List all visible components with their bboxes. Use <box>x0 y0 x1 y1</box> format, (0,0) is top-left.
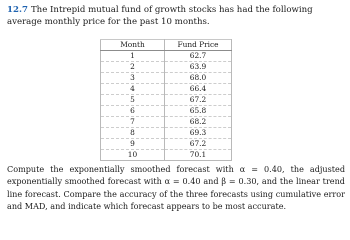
header-fund-price: Fund Price <box>165 40 232 51</box>
table-row <box>101 84 232 95</box>
fund-price-cell: 67.2 <box>165 139 232 150</box>
fund-price-cell: 70.1 <box>165 150 232 161</box>
table-row <box>101 73 232 84</box>
month-cell: 7 <box>101 117 165 128</box>
table-row <box>101 128 232 139</box>
table-header-row <box>101 40 232 51</box>
table-row <box>101 62 232 73</box>
problem-statement <box>7 4 345 28</box>
table-body <box>101 51 232 161</box>
fund-price-cell: 68.2 <box>165 117 232 128</box>
month-cell: 8 <box>101 128 165 139</box>
month-cell: 10 <box>101 150 165 161</box>
month-cell: 9 <box>101 139 165 150</box>
fund-price-cell: 68.0 <box>165 73 232 84</box>
month-cell: 5 <box>101 95 165 106</box>
fund-price-cell: 67.2 <box>165 95 232 106</box>
table-row <box>101 95 232 106</box>
month-cell: 4 <box>101 84 165 95</box>
fund-price-table <box>100 39 232 161</box>
table-row <box>101 51 232 62</box>
fund-price-cell: 66.4 <box>165 84 232 95</box>
table-row <box>101 150 232 161</box>
table-row <box>101 106 232 117</box>
fund-price-cell: 63.9 <box>165 62 232 73</box>
problem-number: 12.7 <box>7 5 28 15</box>
fund-price-cell: 65.8 <box>165 106 232 117</box>
table-row <box>101 139 232 150</box>
problem-text: The Intrepid mutual fund of growth stocks has had the following average monthly price for the past 10 months. <box>7 5 313 27</box>
table-row <box>101 117 232 128</box>
month-cell: 1 <box>101 51 165 62</box>
fund-price-cell: 62.7 <box>165 51 232 62</box>
fund-price-cell: 69.3 <box>165 128 232 139</box>
month-cell: 6 <box>101 106 165 117</box>
header-month: Month <box>101 40 165 51</box>
question-text: Compute the exponentially smoothed forecast with α = 0.40, the adjusted exponentially smoothed forecast with α = 0.40 and β = 0.30, and the linear trend line forecast. Compare the accuracy of the three forecasts using cumulative error and MAD, and indicate which forecast appears to be most accurate. <box>7 164 345 211</box>
month-cell: 2 <box>101 62 165 73</box>
month-cell: 3 <box>101 73 165 84</box>
